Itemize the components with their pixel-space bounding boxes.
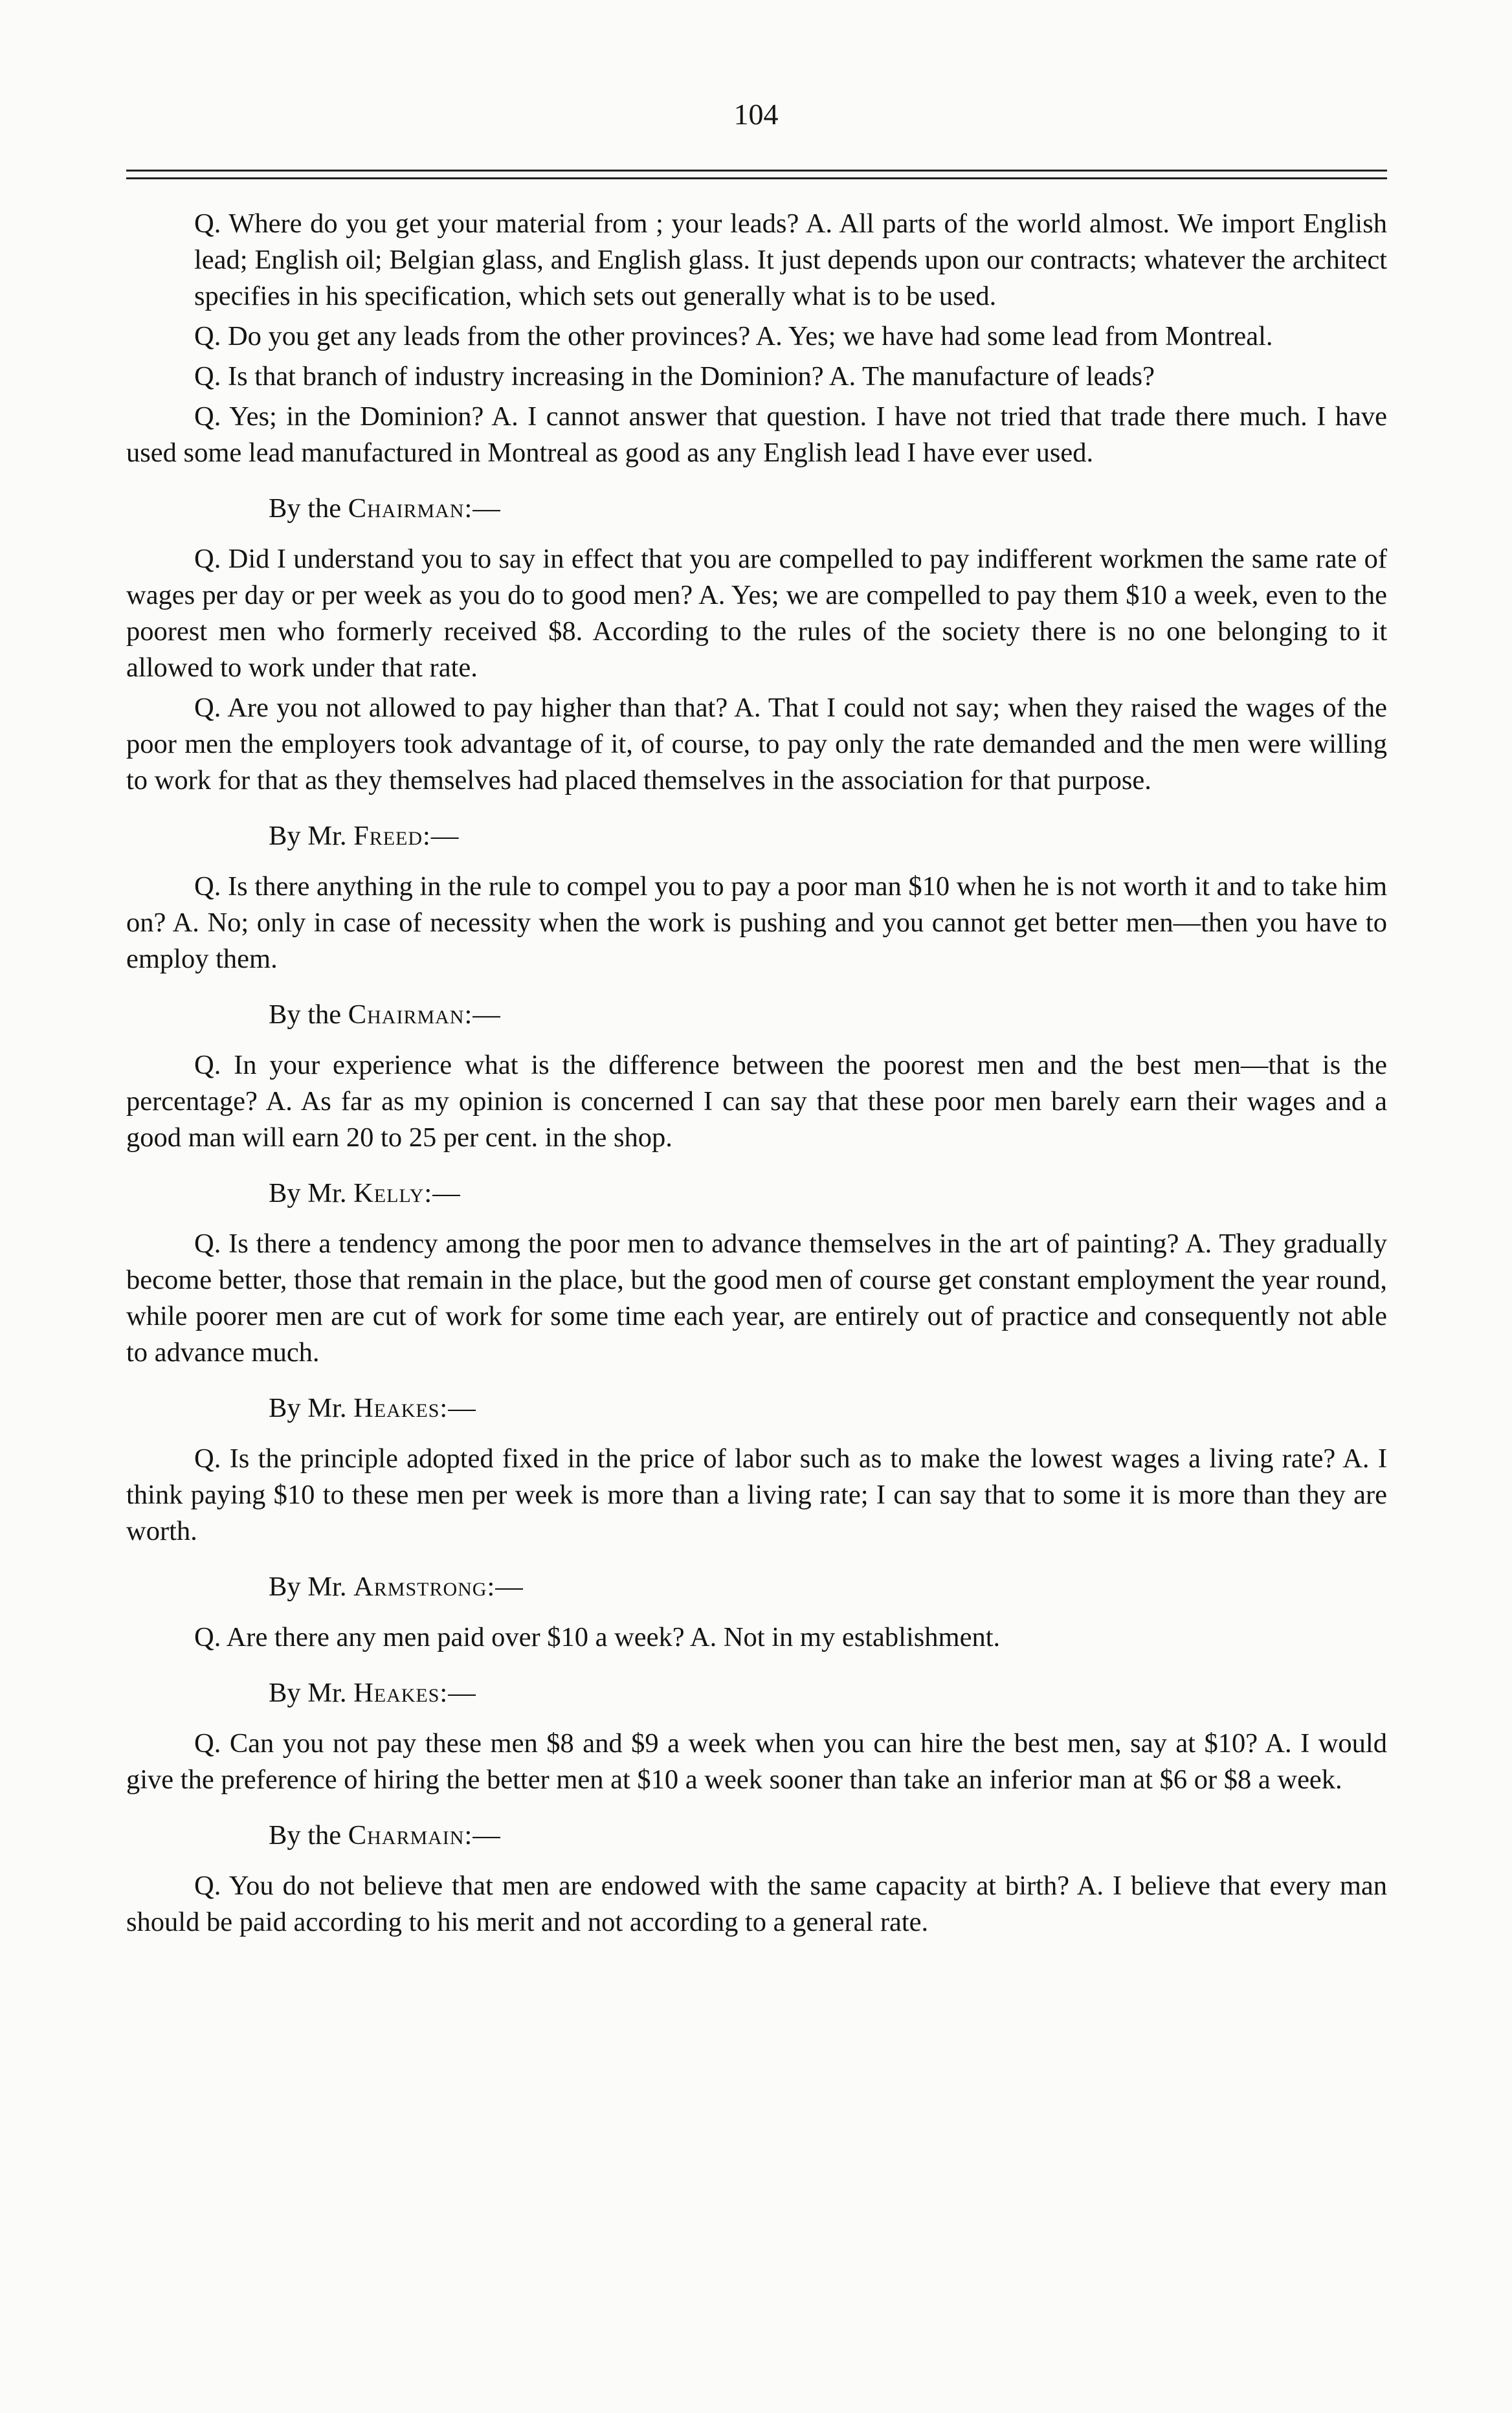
speaker-name: Chairman:— [348, 999, 501, 1030]
speaker-heading [126, 491, 1387, 527]
qa-paragraph: Q. Is there anything in the rule to compel you to pay a poor man $10 when he is not worth it and to take him on? A. No; only in case of necessity when the work is pushing and you cannot get better men—then you have to employ them. [126, 871, 1387, 974]
qa-paragraph: Q. Where do you get your material from ; your leads? A. All parts of the world almost. We import English lead; English oil; Belgian glass, and English glass. It just depends upon our contracts; whatever the architect specifies in his specification, which sets out generally what is to be used. [194, 208, 1387, 311]
qa-paragraph: Q. Is the principle adopted fixed in the price of labor such as to make the lowest wages a living rate? A. I think paying $10 to these men per week is more than a living rate; I can say that to some it is more than they are worth. [126, 1443, 1387, 1546]
speaker-name: Heakes:— [353, 1678, 476, 1708]
qa-paragraph: Q. Is that branch of industry increasing in the Dominion? A. The manufacture of leads? [194, 361, 1155, 392]
qa-paragraph: Q. Are there any men paid over $10 a week? A. Not in my establishment. [194, 1622, 1001, 1652]
speaker-prefix: By the [269, 493, 342, 524]
speaker-name: Heakes:— [353, 1393, 476, 1423]
header-rule-top [126, 170, 1387, 172]
header-rule-bottom [126, 177, 1387, 179]
speaker-prefix: By the [269, 1820, 342, 1851]
qa-paragraph: Q. Are you not allowed to pay higher than that? A. That I could not say; when they raised the wages of the poor men the employers took advantage of it, of course, to pay only the rate demanded and the men were willing to work for that as they themselves had placed themselves in the association for that purpose. [126, 693, 1387, 795]
qa-paragraph: Q. You do not believe that men are endowed with the same capacity at birth? A. I believe that every man should be paid according to his merit and not according to a general rate. [126, 1871, 1387, 1937]
qa-paragraph: Q. Is there a tendency among the poor men to advance themselves in the art of painting? A. They gradually become better, those that remain in the place, but the good men of course get constant employment the year round, while poorer men are cut of work for some time each year, are entirely out of practice and consequently not able to advance much. [126, 1229, 1387, 1368]
speaker-name: Freed:— [353, 821, 460, 851]
qa-paragraph: Q. In your experience what is the difference between the poorest men and the best men—that is the percentage? A. As far as my opinion is concerned I can say that these poor men barely earn their wages and a good man will earn 20 to 25 per cent. in the shop. [126, 1050, 1387, 1153]
speaker-heading [126, 1675, 1387, 1711]
speaker-heading [126, 1175, 1387, 1212]
speaker-name: Charmain:— [348, 1820, 501, 1851]
speaker-prefix: By Mr. [269, 1393, 347, 1423]
qa-paragraph: Q. Can you not pay these men $8 and $9 a week when you can hire the best men, say at $10? A. I would give the preference of hiring the better men at $10 a week sooner than take an inferior man at $6 or $8 a week. [126, 1728, 1387, 1795]
transcript-body [126, 206, 1387, 1944]
speaker-name: Chairman:— [348, 493, 501, 524]
qa-paragraph: Q. Do you get any leads from the other provinces? A. Yes; we have had some lead from Montreal. [194, 321, 1273, 351]
speaker-heading [126, 1390, 1387, 1427]
page-number: 104 [733, 98, 779, 131]
speaker-name: Armstrong:— [353, 1572, 524, 1602]
speaker-prefix: By Mr. [269, 1678, 347, 1708]
speaker-heading [126, 1569, 1387, 1605]
speaker-heading [126, 1818, 1387, 1854]
speaker-prefix: By Mr. [269, 1178, 347, 1208]
qa-paragraph: Q. Did I understand you to say in effect that you are compelled to pay indifferent workmen the same rate of wages per day or per week as you do to good men? A. Yes; we are compelled to pay them $10 a week, even to the poorest men who formerly received $8. According to the rules of the society there is no one belonging to it allowed to work under that rate. [126, 544, 1387, 683]
speaker-prefix: By Mr. [269, 821, 347, 851]
speaker-name: Kelly:— [353, 1178, 461, 1208]
speaker-heading [126, 997, 1387, 1033]
qa-paragraph: Q. Yes; in the Dominion? A. I cannot answer that question. I have not tried that trade there much. I have used some lead manufactured in Montreal as good as any English lead I have ever used. [126, 401, 1387, 468]
speaker-heading [126, 818, 1387, 854]
speaker-prefix: By Mr. [269, 1572, 347, 1602]
speaker-prefix: By the [269, 999, 342, 1030]
